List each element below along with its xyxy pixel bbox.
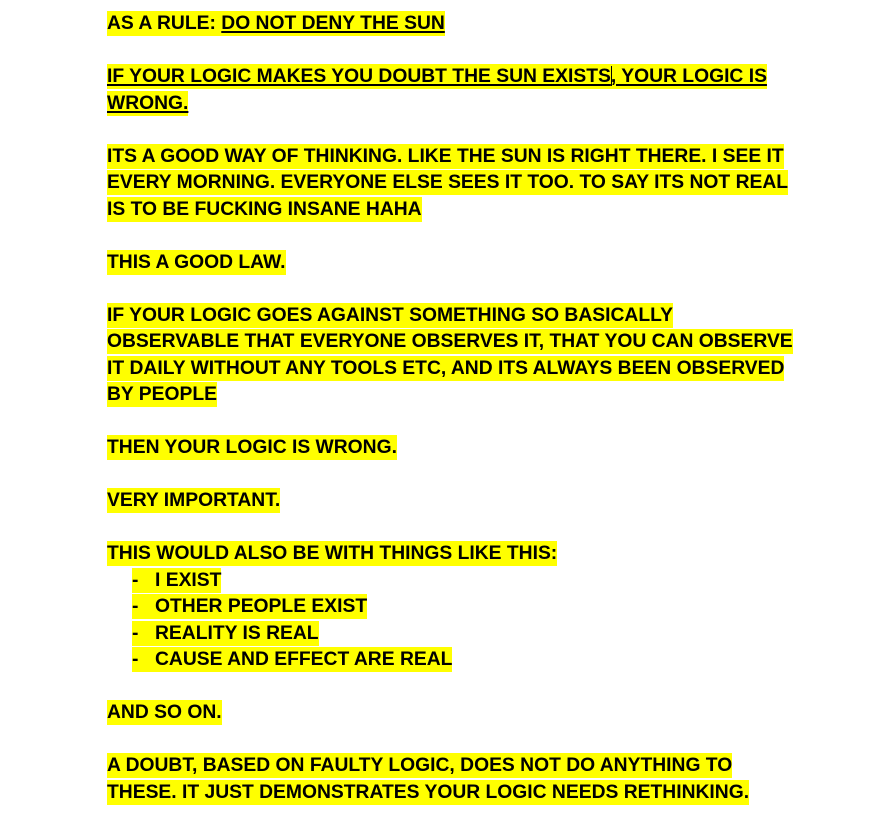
things-like-this-text: THIS WOULD ALSO BE WITH THINGS LIKE THIS: <box>107 543 558 564</box>
very-important-text: VERY IMPORTANT. <box>107 490 281 511</box>
and-so-on-text: AND SO ON. <box>107 702 222 723</box>
observable-text: IF YOUR LOGIC GOES AGAINST SOMETHING SO BASICALLY OBSERVABLE THAT EVERYONE OBSERVES IT, THAT YOU CAN OBSERVE IT DAILY WITHOUT ANY TOOLS ETC, AND ITS ALWAYS BEEN OBSERVED BY PEOPLE <box>107 304 793 405</box>
bullet-dash: - <box>132 596 139 617</box>
rule-underlined-text: DO NOT DENY THE SUN <box>221 13 445 34</box>
sun-logic-text-part2: , YOUR LOGIC IS WRONG. <box>107 66 767 114</box>
good-thinking-text: ITS A GOOD WAY OF THINKING. LIKE THE SUN IS RIGHT THERE. I SEE IT EVERY MORNING. EVERYONE ELSE SEES IT TOO. TO SAY ITS NOT REAL IS TO BE FUCKING INSANE HAHA <box>107 145 789 220</box>
paragraph-rule <box>107 11 807 38</box>
list-item <box>107 594 807 621</box>
list-item-text: OTHER PEOPLE EXIST <box>155 596 368 617</box>
list-item-text: REALITY IS REAL <box>155 622 319 644</box>
bullet-dash: - <box>132 569 139 591</box>
paragraph-very-important <box>107 488 807 515</box>
bullet-list <box>107 568 807 674</box>
faulty-logic-text: A DOUBT, BASED ON FAULTY LOGIC, DOES NOT DO ANYTHING TO THESE. IT JUST DEMONSTRATES YOUR LOGIC NEEDS RETHINKING. <box>107 755 750 803</box>
good-law-text: THIS A GOOD LAW. <box>107 251 286 273</box>
list-item-text: CAUSE AND EFFECT ARE REAL <box>155 649 453 670</box>
bullet-dash: - <box>132 622 139 644</box>
logic-wrong-text: THEN YOUR LOGIC IS WRONG. <box>107 437 397 458</box>
document-body[interactable] <box>107 11 807 833</box>
rule-prefix: AS A RULE: <box>107 13 222 34</box>
list-item <box>107 568 807 595</box>
paragraph-good-law <box>107 250 807 277</box>
bullet-dash: - <box>132 649 139 670</box>
list-item <box>107 647 807 674</box>
paragraph-logic-wrong <box>107 435 807 462</box>
paragraph-observable <box>107 303 807 409</box>
paragraph-sun-logic <box>107 64 807 117</box>
list-item-text: I EXIST <box>155 569 222 591</box>
list-item <box>107 621 807 648</box>
paragraph-good-thinking <box>107 144 807 224</box>
sun-logic-text-part1: IF YOUR LOGIC MAKES YOU DOUBT THE SUN EXISTS <box>107 66 611 87</box>
paragraph-and-so-on <box>107 700 807 727</box>
paragraph-faulty-logic <box>107 753 807 806</box>
paragraph-things-like-this <box>107 541 807 568</box>
